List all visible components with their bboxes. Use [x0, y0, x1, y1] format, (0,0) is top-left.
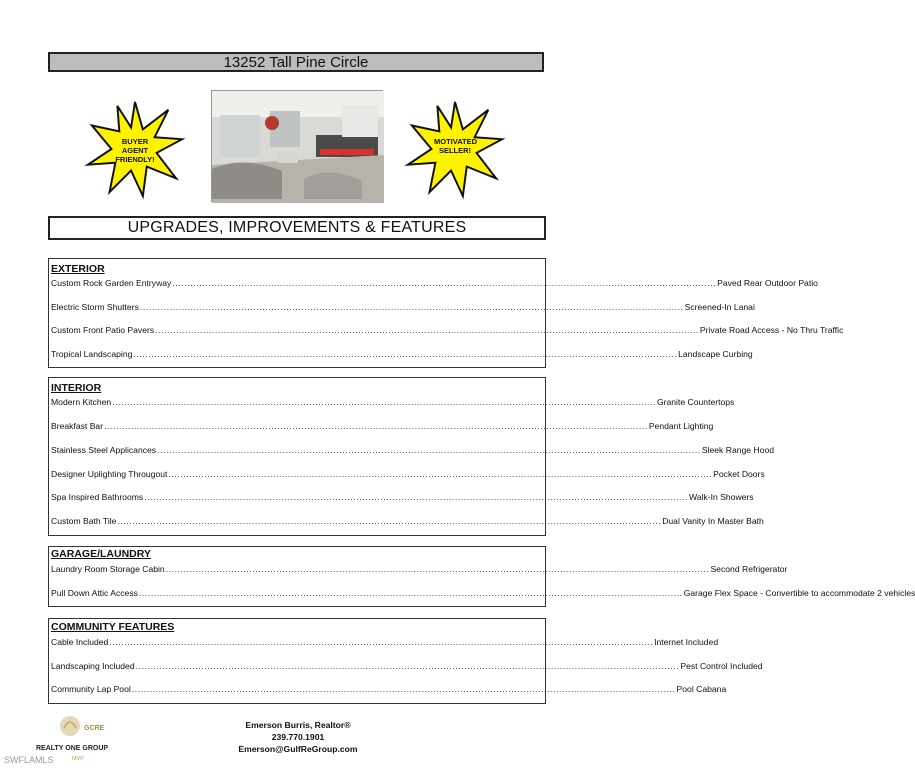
- dot-leader: ......................................................................................................................................................................................: [109, 637, 654, 647]
- agent-email[interactable]: Emerson@GulfReGroup.com: [238, 744, 358, 754]
- feature-right: Pool Cabana: [676, 684, 727, 694]
- feature-right: Internet Included: [654, 637, 719, 647]
- feature-left: Tropical Landscaping: [51, 349, 133, 359]
- feature-right: Screened-In Lanai: [684, 302, 755, 312]
- feature-row: [51, 586, 915, 598]
- feature-left: Custom Rock Garden Entryway: [51, 278, 172, 288]
- feature-right: Second Refrigerator: [710, 564, 788, 574]
- feature-right: Walk-In Showers: [688, 492, 754, 502]
- dot-leader: ......................................................................................................................................................................................: [172, 278, 717, 288]
- feature-row: [51, 562, 788, 574]
- logo-mvp: MVP: [72, 756, 84, 762]
- living-room-image: [212, 91, 384, 203]
- features-heading: [48, 216, 546, 240]
- feature-row: [51, 514, 764, 526]
- dot-leader: ......................................................................................................................................................................................: [157, 445, 701, 455]
- feature-left: Electric Storm Shutters: [51, 302, 139, 312]
- dot-leader: ......................................................................................................................................................................................: [104, 421, 648, 431]
- feature-row: [51, 419, 714, 431]
- dot-leader: ......................................................................................................................................................................................: [117, 516, 662, 526]
- dot-leader: ......................................................................................................................................................................................: [112, 397, 656, 407]
- agent-name: Emerson Burris, Realtor®: [245, 720, 351, 730]
- dot-leader: ......................................................................................................................................................................................: [133, 349, 678, 359]
- feature-row: [51, 443, 774, 455]
- feature-right: Landscape Curbing: [678, 349, 753, 359]
- feature-row: [51, 659, 763, 671]
- feature-right: Paved Rear Outdoor Patio: [717, 278, 818, 288]
- dot-leader: ......................................................................................................................................................................................: [131, 684, 676, 694]
- feature-row: [51, 395, 735, 407]
- feature-row: [51, 276, 818, 288]
- feature-right: Pendant Lighting: [648, 421, 714, 431]
- section-title: GARAGE/LAUNDRY: [51, 548, 151, 560]
- feature-left: Designer Uplighting Througout: [51, 469, 168, 479]
- section-title: COMMUNITY FEATURES: [51, 621, 175, 633]
- feature-row: [51, 347, 753, 359]
- section-garage-laundry: [48, 546, 915, 607]
- mls-watermark: SWFLAMLS: [4, 755, 54, 765]
- feature-left: Laundry Room Storage Cabin: [51, 564, 165, 574]
- feature-right: Pocket Doors: [713, 469, 765, 479]
- dot-leader: ......................................................................................................................................................................................: [155, 325, 699, 335]
- feature-row: [51, 323, 844, 335]
- property-address: 13252 Tall Pine Circle: [223, 54, 369, 71]
- feature-left: Landscaping Included: [51, 661, 135, 671]
- feature-right: Pest Control Included: [680, 661, 763, 671]
- feature-right: Private Road Access - No Thru Traffic: [699, 325, 844, 335]
- section-title: EXTERIOR: [51, 263, 105, 275]
- listing-photo: [211, 90, 383, 202]
- section-exterior: [48, 258, 844, 368]
- section-community-features: [48, 618, 763, 704]
- buyer-agent-badge: [86, 100, 184, 198]
- motivated-seller-badge: [406, 100, 504, 198]
- feature-row: [51, 635, 719, 647]
- property-address-bar: [48, 52, 544, 72]
- feature-left: Stainless Steel Applicances: [51, 445, 157, 455]
- feature-right: Sleek Range Hood: [701, 445, 774, 455]
- feature-right: Garage Flex Space - Convertible to accommodate 2 vehicles: [683, 588, 915, 598]
- feature-left: Pull Down Attic Access: [51, 588, 138, 598]
- feature-left: Breakfast Bar: [51, 421, 104, 431]
- feature-right: Granite Countertops: [656, 397, 735, 407]
- buyer-agent-badge-label: BUYER AGENT FRIENDLY!: [115, 137, 155, 164]
- section-interior: [48, 377, 774, 536]
- motivated-seller-badge-label: MOTIVATED SELLER!: [434, 137, 478, 155]
- agent-phone: 239.770.1901: [271, 732, 325, 742]
- logo-brand: REALTY ONE GROUP: [36, 745, 109, 752]
- feature-row: [51, 490, 754, 502]
- feature-row: [51, 300, 755, 312]
- feature-left: Cable Included: [51, 637, 109, 647]
- feature-row: [51, 682, 727, 694]
- dot-leader: ......................................................................................................................................................................................: [135, 661, 680, 671]
- feature-right: Dual Vanity In Master Bath: [662, 516, 764, 526]
- dot-leader: ......................................................................................................................................................................................: [168, 469, 713, 479]
- section-title: INTERIOR: [51, 382, 102, 394]
- feature-left: Custom Bath Tile: [51, 516, 117, 526]
- feature-left: Community Lap Pool: [51, 684, 131, 694]
- features-heading-text: UPGRADES, IMPROVEMENTS & FEATURES: [127, 219, 467, 236]
- dot-leader: ......................................................................................................................................................................................: [139, 302, 684, 312]
- feature-left: Custom Front Patio Pavers: [51, 325, 155, 335]
- feature-row: [51, 467, 765, 479]
- feature-left: Spa Inspired Bathrooms: [51, 492, 144, 502]
- dot-leader: ......................................................................................................................................................................................: [138, 588, 683, 598]
- feature-left: Modern Kitchen: [51, 397, 112, 407]
- dot-leader: ......................................................................................................................................................................................: [144, 492, 688, 502]
- logo-gcre: GCRE: [84, 725, 105, 732]
- dot-leader: ......................................................................................................................................................................................: [165, 564, 710, 574]
